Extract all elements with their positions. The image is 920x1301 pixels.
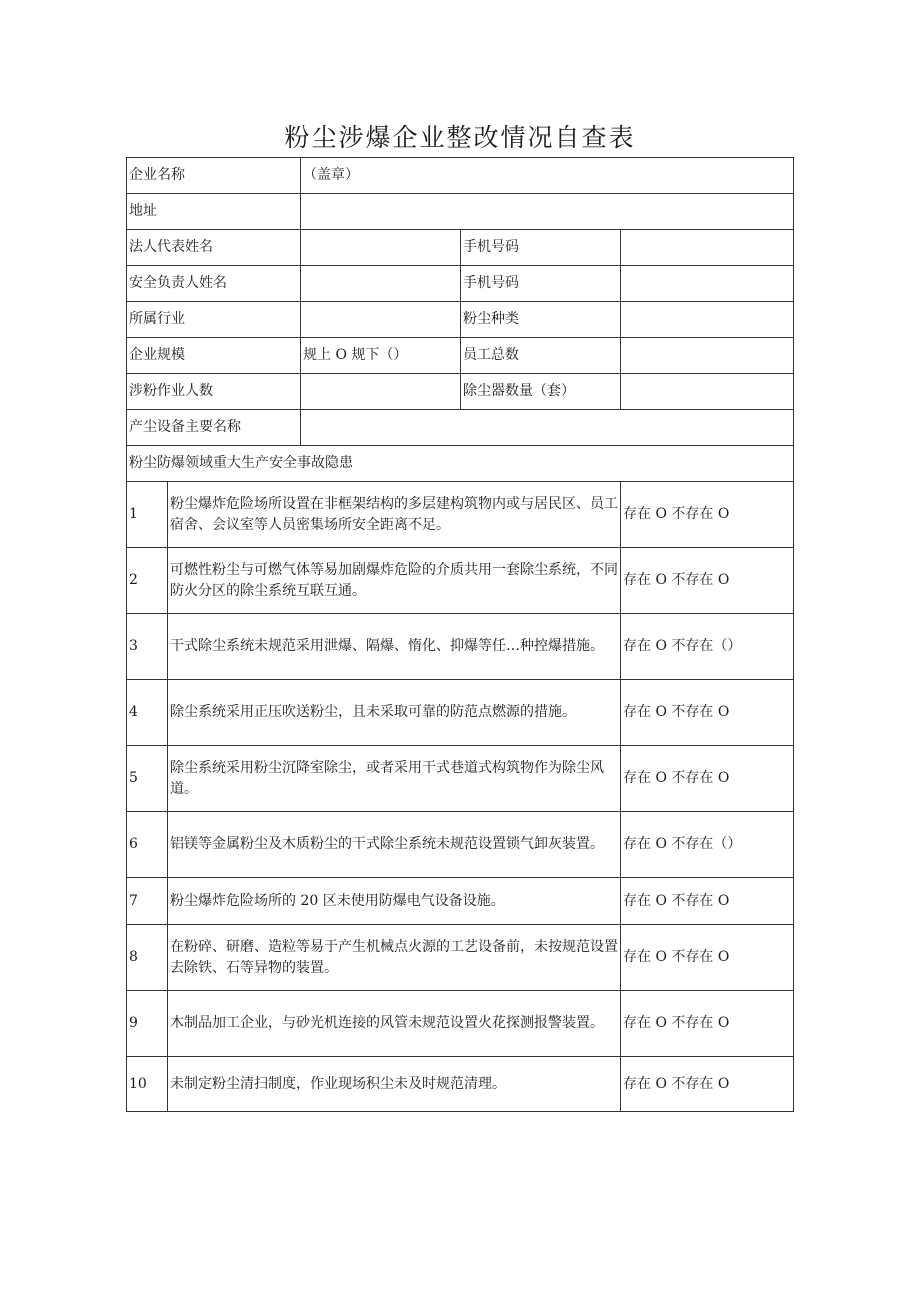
hazard-number: 10 (127, 1057, 168, 1112)
hazard-row (127, 548, 794, 614)
hazard-status-options[interactable]: 存在 O 不存在 O (621, 482, 794, 548)
hazard-row (127, 812, 794, 878)
safety-manager-phone-field[interactable] (621, 266, 794, 302)
collectors-field[interactable] (621, 374, 794, 410)
hazard-status-options[interactable]: 存在 O 不存在 O (621, 548, 794, 614)
hazard-number: 5 (127, 746, 168, 812)
hazard-row (127, 746, 794, 812)
hazard-row (127, 482, 794, 548)
hazard-number: 4 (127, 680, 168, 746)
hazard-number: 8 (127, 925, 168, 991)
hazard-status-options[interactable]: 存在 O 不存在 O (621, 680, 794, 746)
hazard-row (127, 991, 794, 1057)
hazard-description: 除尘系统采用正压吹送粉尘，且未采取可靠的防范点燃源的措施。 (168, 680, 621, 746)
address-field[interactable] (301, 194, 794, 230)
legal-rep-phone-label: 手机号码 (461, 230, 621, 266)
equipment-label: 产尘设备主要名称 (127, 410, 301, 446)
hazard-status-options[interactable]: 存在 O 不存在 O (621, 878, 794, 925)
hazard-description: 在粉碎、研磨、造粒等易于产生机械点火源的工艺设备前，未按规范设置去除铁、石等异物的装置。 (168, 925, 621, 991)
hazard-description: 未制定粉尘清扫制度，作业现场积尘未及时规范清理。 (168, 1057, 621, 1112)
scale-label: 企业规模 (127, 338, 301, 374)
address-label: 地址 (127, 194, 301, 230)
hazard-status-options[interactable]: 存在 O 不存在 O (621, 991, 794, 1057)
dust-workers-label: 涉粉作业人数 (127, 374, 301, 410)
row-company-name (127, 158, 794, 194)
dust-type-field[interactable] (621, 302, 794, 338)
scale-options[interactable]: 规上 O 规下（） (301, 338, 461, 374)
hazard-description: 木制品加工企业，与砂光机连接的风管未规范设置火花探测报警装置。 (168, 991, 621, 1057)
hazard-status-options[interactable]: 存在 O 不存在（） (621, 812, 794, 878)
row-scale (127, 338, 794, 374)
hazard-description: 铝镁等金属粉尘及木质粉尘的干式除尘系统未规范设置锁气卸灰装置。 (168, 812, 621, 878)
hazard-status-options[interactable]: 存在 O 不存在 O (621, 746, 794, 812)
safety-manager-field[interactable] (301, 266, 461, 302)
hazard-row (127, 925, 794, 991)
hazard-status-options[interactable]: 存在 O 不存在 O (621, 925, 794, 991)
hazard-row (127, 680, 794, 746)
collectors-label: 除尘器数量（套） (461, 374, 621, 410)
hazard-description: 除尘系统采用粉尘沉降室除尘，或者采用干式巷道式构筑物作为除尘风道。 (168, 746, 621, 812)
row-equipment (127, 410, 794, 446)
hazard-description: 粉尘爆炸危险场所的 20 区未使用防爆电气设备设施。 (168, 878, 621, 925)
hazard-number: 3 (127, 614, 168, 680)
hazard-row (127, 878, 794, 925)
hazard-row (127, 614, 794, 680)
industry-label: 所属行业 (127, 302, 301, 338)
hazard-number: 7 (127, 878, 168, 925)
safety-manager-phone-label: 手机号码 (461, 266, 621, 302)
equipment-field[interactable] (301, 410, 794, 446)
row-legal-rep (127, 230, 794, 266)
company-name-field[interactable]: （盖章） (301, 158, 794, 194)
self-check-table (126, 157, 794, 1112)
dust-type-label: 粉尘种类 (461, 302, 621, 338)
hazard-status-options[interactable]: 存在 O 不存在 O (621, 1057, 794, 1112)
row-dust-workers (127, 374, 794, 410)
dust-workers-field[interactable] (301, 374, 461, 410)
hazards-section-header: 粉尘防爆领域重大生产安全事故隐患 (127, 446, 794, 482)
hazard-number: 6 (127, 812, 168, 878)
legal-rep-label: 法人代表姓名 (127, 230, 301, 266)
hazard-number: 2 (127, 548, 168, 614)
row-hazards-header (127, 446, 794, 482)
hazard-description: 干式除尘系统未规范采用泄爆、隔爆、惰化、抑爆等任…种控爆措施。 (168, 614, 621, 680)
hazard-number: 9 (127, 991, 168, 1057)
hazard-status-options[interactable]: 存在 O 不存在（） (621, 614, 794, 680)
hazard-description: 粉尘爆炸危险场所设置在非框架结构的多层建构筑物内或与居民区、员工宿舍、会议室等人员密集场所安全距离不足。 (168, 482, 621, 548)
legal-rep-phone-field[interactable] (621, 230, 794, 266)
employees-label: 员工总数 (461, 338, 621, 374)
legal-rep-field[interactable] (301, 230, 461, 266)
company-name-label: 企业名称 (127, 158, 301, 194)
hazard-number: 1 (127, 482, 168, 548)
industry-field[interactable] (301, 302, 461, 338)
hazard-description: 可燃性粉尘与可燃气体等易加剧爆炸危险的介质共用一套除尘系统，不同防火分区的除尘系统互联互通。 (168, 548, 621, 614)
hazard-row (127, 1057, 794, 1112)
employees-field[interactable] (621, 338, 794, 374)
row-address (127, 194, 794, 230)
page-title: 粉尘涉爆企业整改情况自查表 (284, 123, 636, 152)
safety-manager-label: 安全负责人姓名 (127, 266, 301, 302)
row-industry (127, 302, 794, 338)
row-safety-manager (127, 266, 794, 302)
